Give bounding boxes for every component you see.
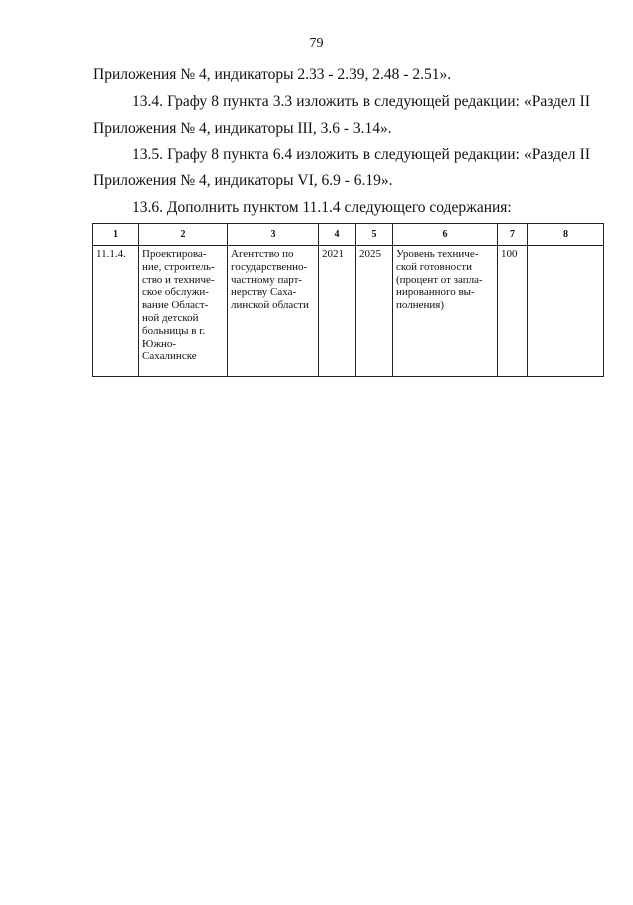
paragraph-13-6: 13.6. Дополнить пунктом 11.1.4 следующего содержания: [132,199,512,216]
column-header: 1 [93,224,139,246]
paragraph-13-5-line-2: Приложения № 4, индикаторы VI, 6.9 - 6.19». [93,172,393,189]
table-cell-end-year: 2025 [356,246,393,377]
table-cell-number: 11.1.4. [93,246,139,377]
paragraph-13-4-line-2: Приложения № 4, индикаторы III, 3.6 - 3.14». [93,120,392,137]
page-number: 79 [309,36,324,51]
paragraph-13-4-line-1: 13.4. Графу 8 пункта 3.3 изложить в следующей редакции: «Раздел II [132,93,590,110]
paragraph-line-1: Приложения № 4, индикаторы 2.33 - 2.39, 2.48 - 2.51». [93,66,452,83]
table-cell-event: Проектирова- ние, строитель- ство и техниче- ское обслужи- вание Област- ной детской больницы в г. Южно- Сахалинске [139,246,228,377]
table-row [93,246,604,377]
column-header: 6 [393,224,498,246]
table-cell-value: 100 [498,246,528,377]
column-header: 5 [356,224,393,246]
paragraph-13-5-line-1: 13.5. Графу 8 пункта 6.4 изложить в следующей редакции: «Раздел II [132,146,590,163]
column-header: 2 [139,224,228,246]
column-header: 3 [228,224,319,246]
table-cell-executor: Агентство по государственно- частному парт- нерству Саха- линской области [228,246,319,377]
indicator-table [92,223,604,377]
column-header: 4 [319,224,356,246]
table-cell-section [528,246,604,377]
table-cell-start-year: 2021 [319,246,356,377]
table-cell-indicator: Уровень техниче- ской готовности (процент от запла- нированного вы- полнения) [393,246,498,377]
column-header: 7 [498,224,528,246]
column-header: 8 [528,224,604,246]
table-header-row [93,224,604,246]
